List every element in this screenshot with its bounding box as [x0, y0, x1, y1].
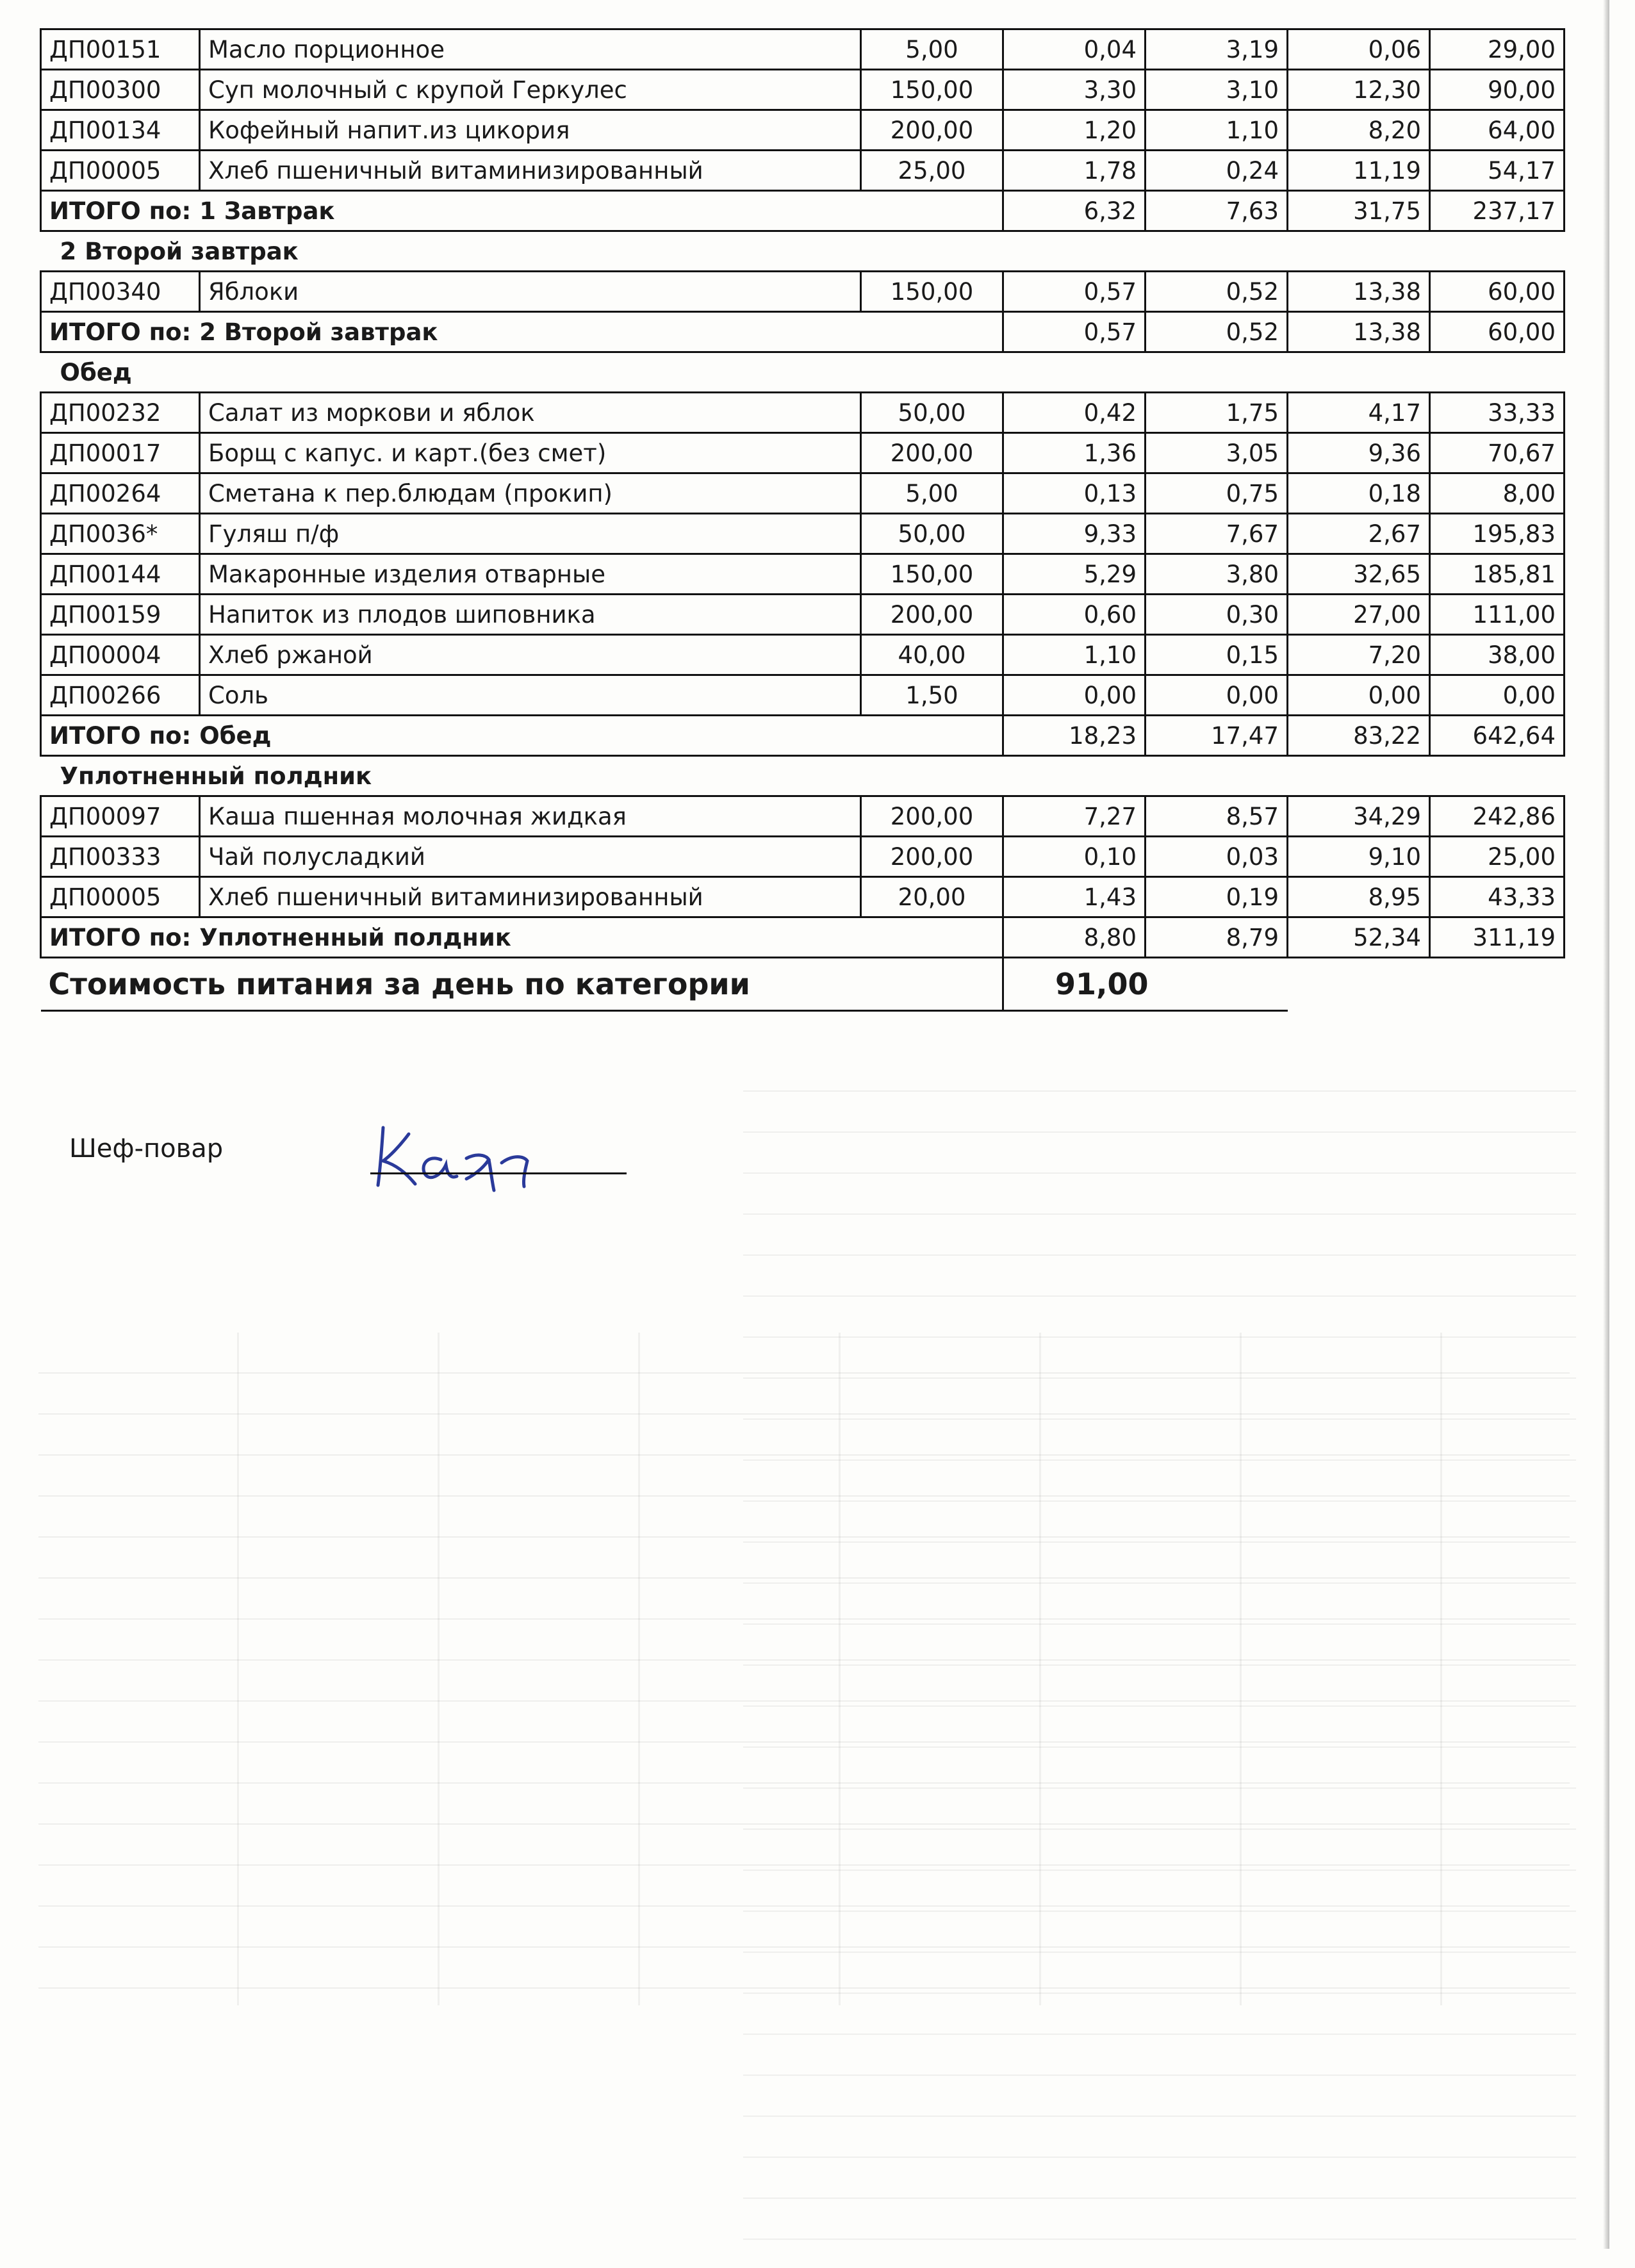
section-title: 2 Второй завтрак — [60, 237, 299, 265]
dish-kcal: 111,00 — [1430, 595, 1565, 635]
dish-name: Яблоки — [200, 272, 861, 312]
table-row — [41, 272, 1565, 312]
table-row — [41, 675, 1565, 716]
dish-protein: 1,36 — [1003, 433, 1146, 473]
dish-name: Макаронные изделия отварные — [200, 554, 861, 595]
dish-protein: 0,42 — [1003, 393, 1146, 433]
dish-protein: 3,30 — [1003, 70, 1146, 110]
total-label: ИТОГО по: Обед — [41, 716, 1003, 756]
dish-yield: 150,00 — [861, 272, 1003, 312]
dish-name: Хлеб пшеничный витаминизированный — [200, 877, 861, 917]
total-kcal: 311,19 — [1430, 917, 1565, 958]
dish-name: Масло порционное — [200, 29, 861, 70]
dish-code: ДП00017 — [41, 433, 200, 473]
dish-carbs: 4,17 — [1288, 393, 1430, 433]
scan-edge-shadow — [1603, 0, 1609, 2249]
dish-name: Борщ с капус. и карт.(без смет) — [200, 433, 861, 473]
dish-fat: 3,05 — [1146, 433, 1288, 473]
total-carbs: 13,38 — [1288, 312, 1430, 352]
dish-kcal: 38,00 — [1430, 635, 1565, 675]
dish-kcal: 33,33 — [1430, 393, 1565, 433]
dish-fat: 0,19 — [1146, 877, 1288, 917]
table-row — [41, 514, 1565, 554]
dish-carbs: 8,95 — [1288, 877, 1430, 917]
dish-yield: 20,00 — [861, 877, 1003, 917]
dish-name: Салат из моркови и яблок — [200, 393, 861, 433]
total-row-snack — [41, 917, 1565, 958]
dish-protein: 1,43 — [1003, 877, 1146, 917]
dish-yield: 50,00 — [861, 393, 1003, 433]
dish-fat: 0,03 — [1146, 837, 1288, 877]
dish-carbs: 27,00 — [1288, 595, 1430, 635]
dish-yield: 200,00 — [861, 796, 1003, 837]
dish-kcal: 25,00 — [1430, 837, 1565, 877]
dish-name: Чай полусладкий — [200, 837, 861, 877]
total-label: ИТОГО по: Уплотненный полдник — [41, 917, 1003, 958]
dish-protein: 0,00 — [1003, 675, 1146, 716]
dish-carbs: 12,30 — [1288, 70, 1430, 110]
dish-fat: 0,15 — [1146, 635, 1288, 675]
dish-protein: 1,10 — [1003, 635, 1146, 675]
dish-fat: 3,19 — [1146, 29, 1288, 70]
dish-carbs: 8,20 — [1288, 110, 1430, 151]
dish-kcal: 8,00 — [1430, 473, 1565, 514]
dish-fat: 0,00 — [1146, 675, 1288, 716]
dish-kcal: 90,00 — [1430, 70, 1565, 110]
dish-name: Соль — [200, 675, 861, 716]
handwritten-signature — [364, 1115, 582, 1198]
dish-yield: 25,00 — [861, 151, 1003, 191]
dish-protein: 0,13 — [1003, 473, 1146, 514]
dish-name: Хлеб пшеничный витаминизированный — [200, 151, 861, 191]
total-kcal: 237,17 — [1430, 191, 1565, 231]
dish-protein: 0,04 — [1003, 29, 1146, 70]
dish-code: ДП00159 — [41, 595, 200, 635]
total-fat: 0,52 — [1146, 312, 1288, 352]
dish-code: ДП00005 — [41, 877, 200, 917]
dish-carbs: 11,19 — [1288, 151, 1430, 191]
table-row — [41, 70, 1565, 110]
dish-carbs: 7,20 — [1288, 635, 1430, 675]
dish-fat: 1,10 — [1146, 110, 1288, 151]
dish-code: ДП00004 — [41, 635, 200, 675]
dish-carbs: 0,00 — [1288, 675, 1430, 716]
dish-code: ДП00232 — [41, 393, 200, 433]
dish-yield: 150,00 — [861, 554, 1003, 595]
dish-fat: 3,10 — [1146, 70, 1288, 110]
dish-protein: 0,60 — [1003, 595, 1146, 635]
dish-yield: 5,00 — [861, 473, 1003, 514]
dish-kcal: 60,00 — [1430, 272, 1565, 312]
table-row — [41, 635, 1565, 675]
dish-carbs: 9,36 — [1288, 433, 1430, 473]
dish-fat: 0,75 — [1146, 473, 1288, 514]
total-protein: 18,23 — [1003, 716, 1146, 756]
dish-carbs: 0,06 — [1288, 29, 1430, 70]
dish-code: ДП00300 — [41, 70, 200, 110]
total-fat: 8,79 — [1146, 917, 1288, 958]
dish-carbs: 2,67 — [1288, 514, 1430, 554]
dish-protein: 1,78 — [1003, 151, 1146, 191]
table-row — [41, 151, 1565, 191]
section-title: Уплотненный полдник — [60, 762, 372, 790]
total-fat: 17,47 — [1146, 716, 1288, 756]
table-row — [41, 433, 1565, 473]
table-row — [41, 837, 1565, 877]
dish-kcal: 185,81 — [1430, 554, 1565, 595]
total-label: ИТОГО по: 1 Завтрак — [41, 191, 1003, 231]
total-kcal: 60,00 — [1430, 312, 1565, 352]
bleed-through-texture-lower — [38, 1333, 1570, 2005]
dish-yield: 200,00 — [861, 837, 1003, 877]
dish-protein: 1,20 — [1003, 110, 1146, 151]
dish-kcal: 0,00 — [1430, 675, 1565, 716]
total-carbs: 31,75 — [1288, 191, 1430, 231]
table-row — [41, 877, 1565, 917]
dish-code: ДП00340 — [41, 272, 200, 312]
dish-fat: 0,30 — [1146, 595, 1288, 635]
table-row — [41, 473, 1565, 514]
dish-code: ДП00134 — [41, 110, 200, 151]
signature-line — [370, 1172, 627, 1174]
dish-yield: 200,00 — [861, 595, 1003, 635]
dish-fat: 8,57 — [1146, 796, 1288, 837]
dish-fat: 1,75 — [1146, 393, 1288, 433]
dish-code: ДП00144 — [41, 554, 200, 595]
total-protein: 0,57 — [1003, 312, 1146, 352]
dish-code: ДП00097 — [41, 796, 200, 837]
dish-kcal: 195,83 — [1430, 514, 1565, 554]
section-header-lunch — [41, 352, 1565, 393]
dish-fat: 7,67 — [1146, 514, 1288, 554]
dish-yield: 200,00 — [861, 110, 1003, 151]
dish-carbs: 34,29 — [1288, 796, 1430, 837]
dish-kcal: 54,17 — [1430, 151, 1565, 191]
dish-carbs: 9,10 — [1288, 837, 1430, 877]
dish-protein: 7,27 — [1003, 796, 1146, 837]
dish-name: Суп молочный с крупой Геркулес — [200, 70, 861, 110]
section-header-snack — [41, 756, 1565, 796]
table-row — [41, 595, 1565, 635]
daily-cost-row — [41, 958, 1565, 1011]
table-row — [41, 554, 1565, 595]
dish-carbs: 32,65 — [1288, 554, 1430, 595]
dish-carbs: 13,38 — [1288, 272, 1430, 312]
dish-yield: 200,00 — [861, 433, 1003, 473]
dish-fat: 0,24 — [1146, 151, 1288, 191]
dish-fat: 0,52 — [1146, 272, 1288, 312]
total-carbs: 83,22 — [1288, 716, 1430, 756]
total-fat: 7,63 — [1146, 191, 1288, 231]
dish-kcal: 242,86 — [1430, 796, 1565, 837]
dish-kcal: 64,00 — [1430, 110, 1565, 151]
total-protein: 6,32 — [1003, 191, 1146, 231]
dish-protein: 0,10 — [1003, 837, 1146, 877]
dish-yield: 1,50 — [861, 675, 1003, 716]
dish-kcal: 70,67 — [1430, 433, 1565, 473]
total-label: ИТОГО по: 2 Второй завтрак — [41, 312, 1003, 352]
dish-code: ДП00266 — [41, 675, 200, 716]
total-row-lunch — [41, 716, 1565, 756]
signature-block — [69, 1115, 646, 1204]
total-row-second-breakfast — [41, 312, 1565, 352]
menu-table — [40, 28, 1565, 1012]
dish-protein: 5,29 — [1003, 554, 1146, 595]
dish-name: Сметана к пер.блюдам (прокип) — [200, 473, 861, 514]
dish-code: ДП00151 — [41, 29, 200, 70]
dish-fat: 3,80 — [1146, 554, 1288, 595]
dish-protein: 0,57 — [1003, 272, 1146, 312]
chef-label: Шеф-повар — [69, 1134, 224, 1163]
daily-cost-label: Стоимость питания за день по категории — [41, 958, 1003, 1011]
dish-code: ДП00333 — [41, 837, 200, 877]
total-carbs: 52,34 — [1288, 917, 1430, 958]
dish-yield: 50,00 — [861, 514, 1003, 554]
dish-yield: 150,00 — [861, 70, 1003, 110]
dish-name: Напиток из плодов шиповника — [200, 595, 861, 635]
daily-cost-value: 91,00 — [1003, 958, 1288, 1011]
dish-name: Гуляш п/ф — [200, 514, 861, 554]
dish-code: ДП00264 — [41, 473, 200, 514]
dish-carbs: 0,18 — [1288, 473, 1430, 514]
dish-yield: 40,00 — [861, 635, 1003, 675]
dish-kcal: 43,33 — [1430, 877, 1565, 917]
total-protein: 8,80 — [1003, 917, 1146, 958]
cost-row-filler — [1288, 958, 1565, 1011]
table-row — [41, 393, 1565, 433]
dish-code: ДП00005 — [41, 151, 200, 191]
table-row — [41, 110, 1565, 151]
dish-name: Хлеб ржаной — [200, 635, 861, 675]
section-header-second-breakfast — [41, 231, 1565, 272]
section-title: Обед — [60, 358, 132, 386]
dish-yield: 5,00 — [861, 29, 1003, 70]
dish-kcal: 29,00 — [1430, 29, 1565, 70]
dish-name: Кофейный напит.из цикория — [200, 110, 861, 151]
dish-protein: 9,33 — [1003, 514, 1146, 554]
total-row-breakfast — [41, 191, 1565, 231]
dish-name: Каша пшенная молочная жидкая — [200, 796, 861, 837]
table-row — [41, 796, 1565, 837]
table-row — [41, 29, 1565, 70]
total-kcal: 642,64 — [1430, 716, 1565, 756]
dish-code: ДП0036* — [41, 514, 200, 554]
